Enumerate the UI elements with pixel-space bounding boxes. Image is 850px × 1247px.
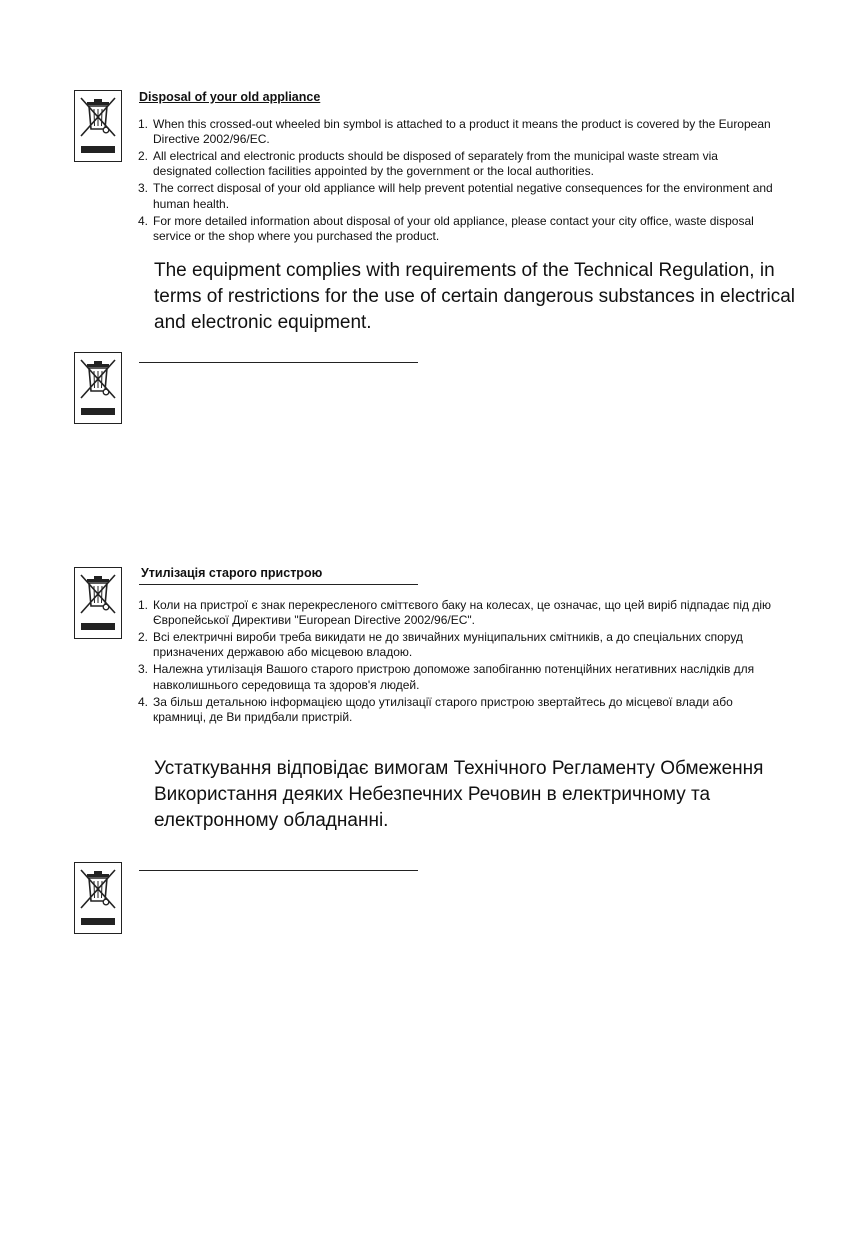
- disposal-list: [138, 117, 778, 246]
- list-item: 4. For more detailed information about disposal of your old appliance, please contact your city office, waste disposal service or the shop where you purchased the product.: [138, 213, 754, 243]
- list-item: 1. Коли на пристрої є знак перекресленого сміттєвого баку на колесах, це означає, що цей виріб підпадає під дію Європейської Директиви "European Directive 2002/96/EC".: [138, 598, 772, 628]
- list-item: 2. Всі електричні вироби треба викидати не до звичайних муніципальних смітників, а до спеціальних споруд призначених державою або місцевою владою.: [138, 630, 743, 660]
- list-item: 2. All electrical and electronic products should be disposed of separately from the municipal waste stream via designated collection facilities appointed by the government or the local authorities.: [138, 149, 718, 179]
- list-item: 3. Належна утилізація Вашого старого пристрою допоможе запобіганню потенційних негативних наслідків для навколишнього середовища та здоров'я людей.: [138, 662, 755, 692]
- compliance-statement: Устаткування відповідає вимогам Технічного Регламенту Обмеження Використання деяких Небезпечних Речовин в електричному та електронному обладнанні.: [154, 758, 764, 831]
- weee-crossed-bin-icon: [74, 862, 122, 934]
- disposal-list: [138, 598, 778, 727]
- divider: [139, 584, 418, 585]
- list-item: 1. When this crossed-out wheeled bin symbol is attached to a product it means the product is covered by the European Directive 2002/96/EC.: [138, 117, 771, 147]
- divider: [139, 362, 418, 363]
- weee-crossed-bin-icon: [74, 352, 122, 424]
- weee-crossed-bin-icon: [74, 90, 122, 162]
- section-heading: Утилізація старого пристрою: [141, 566, 323, 580]
- divider: [139, 870, 418, 871]
- list-item: 3. The correct disposal of your old appliance will help prevent potential negative consequences for the environment and human health.: [138, 181, 773, 211]
- list-item: 4. За більш детальною інформацією щодо утилізації старого пристрою звертайтесь до місцевої влади або крамниці, де Ви придбали пристрій.: [138, 694, 733, 724]
- section-heading: Disposal of your old appliance: [139, 90, 321, 104]
- weee-crossed-bin-icon: [74, 567, 122, 639]
- compliance-statement: The equipment complies with requirements of the Technical Regulation, in terms of restrictions for the use of certain dangerous substances in electrical and electronic equipment.: [154, 260, 796, 333]
